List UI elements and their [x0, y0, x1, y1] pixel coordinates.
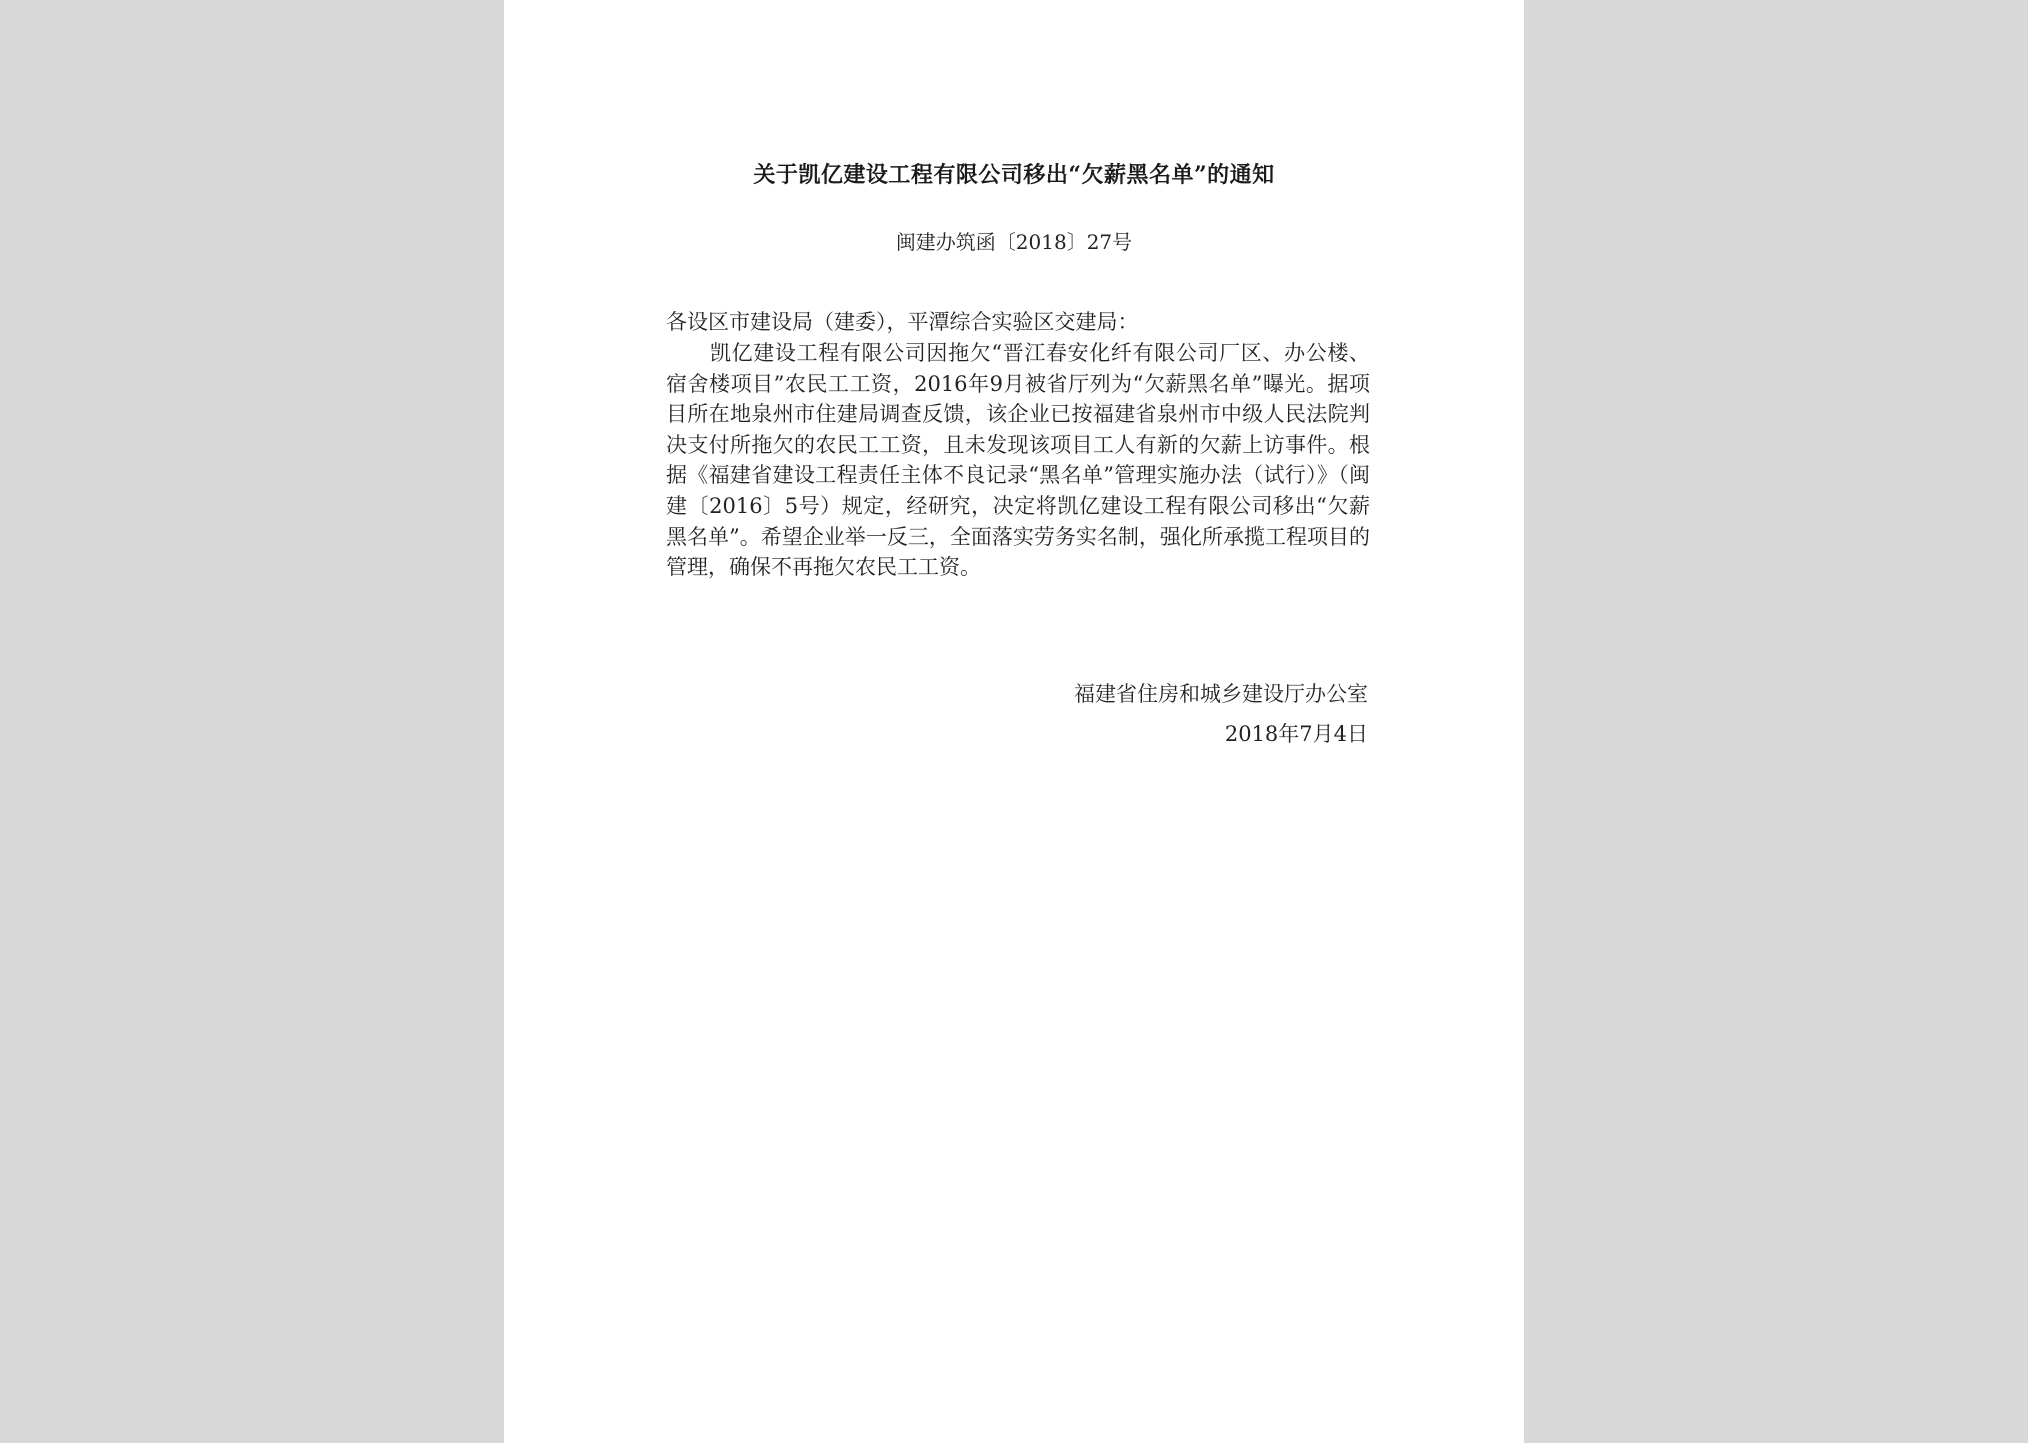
recipient-line: 各设区市建设局（建委），平潭综合实验区交建局： [666, 310, 1139, 334]
document-page [504, 0, 1524, 1443]
signature-block [1074, 674, 1368, 754]
document-number: 闽建办筑函〔2018〕27号 [895, 230, 1133, 254]
document-title: 关于凯亿建设工程有限公司移出“欠薪黑名单”的通知 [753, 162, 1275, 188]
issue-date: 2018年7月4日 [1224, 722, 1368, 746]
body-paragraph: 凯亿建设工程有限公司因拖欠“晋江春安化纤有限公司厂区、办公楼、宿舍楼项目”农民工工资，2016年9月被省厅列为“欠薪黑名单”曝光。据项目所在地泉州市住建局调查反馈，该企业已按福建省泉州市中级人民法院判决支付所拖欠的农民工工资，且未发现该项目工人有新的欠薪上访事件。根据《福建省建设工程责任主体不良记录“黑名单”管理实施办法（试行）》（闽建〔2016〕5号）规定，经研究，决定将凯亿建设工程有限公司移出“欠薪黑名单”。希望企业举一反三，全面落实劳务实名制，强化所承揽工程项目的管理，确保不再拖欠农民工工资。 [666, 341, 1370, 580]
issuer-name: 福建省住房和城乡建设厅办公室 [1074, 682, 1368, 706]
